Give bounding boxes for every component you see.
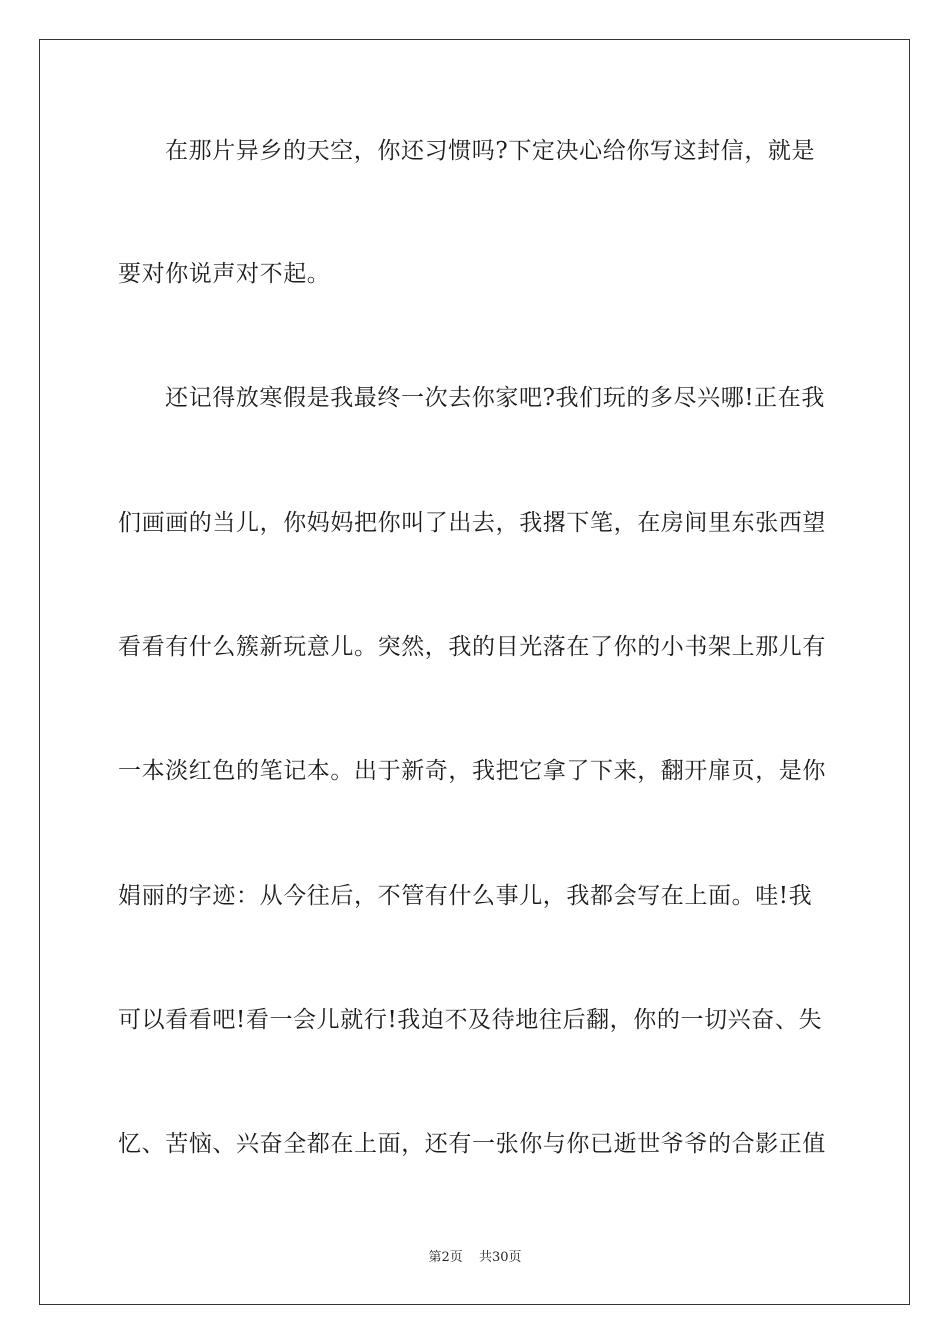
page-footer bbox=[0, 1246, 950, 1265]
paragraph-line: 要对你说声对不起。 bbox=[118, 261, 331, 287]
paragraph-line: 还记得放寒假是我最终一次去你家吧?我们玩的多尽兴哪!正在我 bbox=[165, 385, 825, 411]
paragraph-line: 们画画的当儿，你妈妈把你叫了出去，我撂下笔，在房间里东张西望 bbox=[118, 510, 826, 536]
paragraph-line: 看看有什么簇新玩意儿。突然，我的目光落在了你的小书架上那儿有 bbox=[118, 634, 826, 660]
paragraph-line: 娟丽的字迹：从今往后，不管有什么事儿，我都会写在上面。哇!我 bbox=[118, 883, 813, 909]
paragraph-line: 在那片异乡的天空，你还习惯吗?下定决心给你写这封信，就是 bbox=[165, 138, 816, 164]
page-total: 共30页 bbox=[478, 1250, 522, 1265]
page-number: 第2页 bbox=[428, 1250, 463, 1265]
paragraph-line: 忆、苦恼、兴奋全都在上面，还有一张你与你已逝世爷爷的合影正值 bbox=[118, 1131, 826, 1157]
paragraph-line: 可以看看吧!看一会儿就行!我迫不及待地往后翻，你的一切兴奋、失 bbox=[118, 1007, 823, 1033]
page-border bbox=[39, 39, 910, 1305]
paragraph-line: 一本淡红色的笔记本。出于新奇，我把它拿了下来，翻开扉页，是你 bbox=[118, 758, 826, 784]
